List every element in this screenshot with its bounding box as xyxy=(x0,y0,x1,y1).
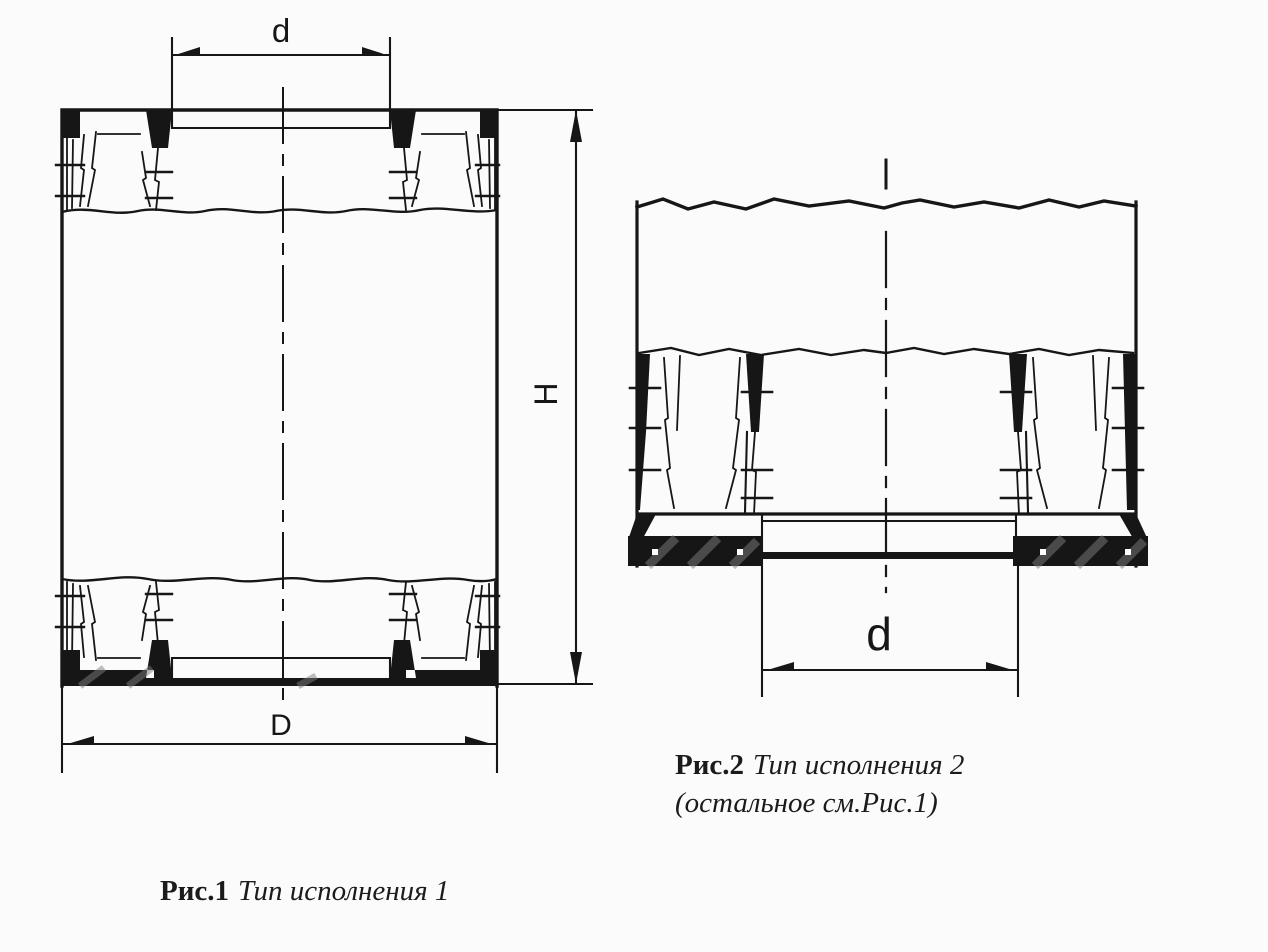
figure1-dim-label-d: d xyxy=(271,12,291,49)
figure1-dimension-lines xyxy=(62,38,592,772)
figure2-caption-note: (остальное см.Рис.1) xyxy=(675,787,938,819)
figure1-caption-prefix: Рис.1 xyxy=(160,875,230,907)
figure1-drawing xyxy=(56,12,592,772)
figure1-break-lines xyxy=(62,209,497,582)
figure1-caption xyxy=(160,875,449,907)
figure1-body-outline xyxy=(62,110,497,686)
figure1-caption-title: Тип исполнения 1 xyxy=(238,875,450,907)
figure2-caption-prefix: Рис.2 xyxy=(675,749,745,781)
figure1-dim-label-H: H xyxy=(528,382,564,406)
figure1-seam-ticks xyxy=(56,165,499,627)
figure1-dim-label-D: D xyxy=(270,709,292,742)
figure1-end-caps xyxy=(62,47,582,745)
figure2-dim-label-d: d xyxy=(866,608,892,660)
figure2-caption-title: Тип исполнения 2 xyxy=(753,749,965,781)
figure2-caption xyxy=(675,749,964,781)
figure2-top-break-line xyxy=(637,199,1136,209)
figure2-drawing xyxy=(628,160,1148,696)
